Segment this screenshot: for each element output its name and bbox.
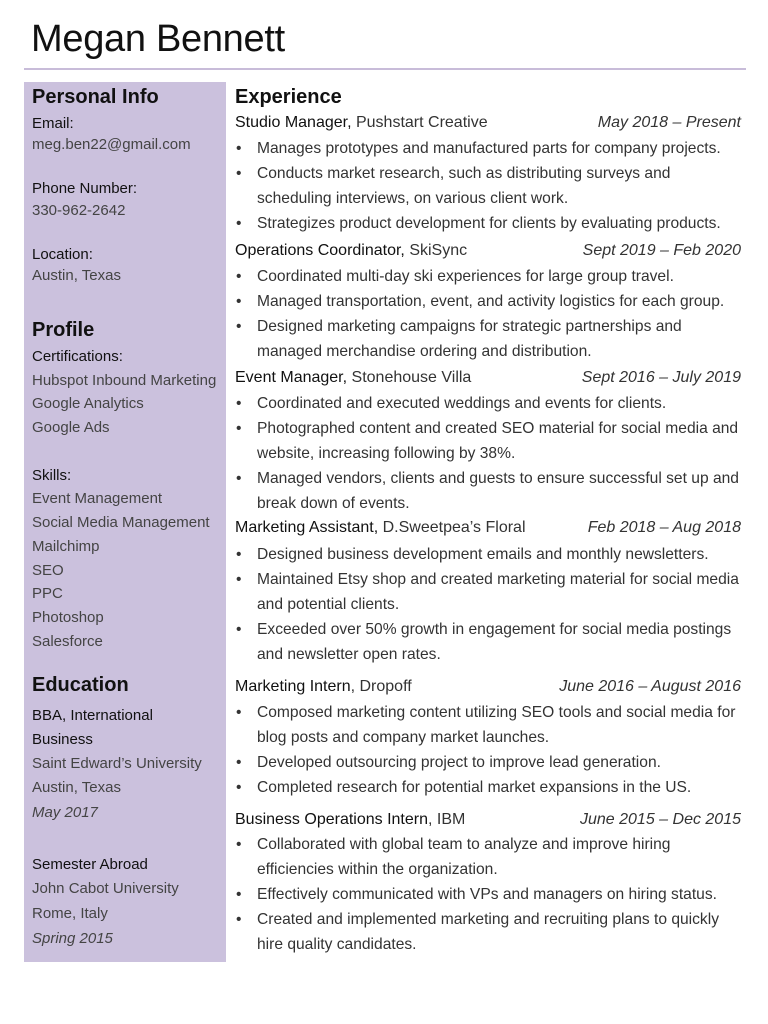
- job-bullet: • Coordinated multi-day ski experiences for large group travel.: [236, 268, 674, 285]
- job-title: Studio Manager,: [235, 114, 352, 131]
- skill-item: Photoshop: [32, 609, 104, 626]
- job-company: SkiSync: [409, 242, 468, 259]
- job-header: [235, 811, 741, 833]
- education-heading: Education: [32, 674, 129, 696]
- job-bullet: • Collaborated with global team to analyze and improve hiring efficiencies within the organization.: [236, 836, 671, 878]
- job-bullet: • Strategizes product development for clients by evaluating products.: [236, 215, 721, 232]
- school-name: Saint Edward’s University: [32, 755, 202, 772]
- abroad-location: Rome, Italy: [32, 905, 108, 922]
- job-title: Business Operations Intern: [235, 811, 428, 828]
- skills-label: Skills:: [32, 467, 72, 484]
- job-bullet: • Maintained Etsy shop and created marketing material for social media and potential clients.: [236, 571, 739, 613]
- job-company: Pushstart Creative: [355, 114, 488, 131]
- sidebar: [24, 82, 226, 962]
- email-label: Email:: [32, 115, 74, 132]
- job-dates: Sept 2019 – Feb 2020: [582, 242, 741, 259]
- job-bullet: • Developed outsourcing project to improve lead generation.: [236, 754, 661, 771]
- job-bullet: • Designed business development emails and monthly newsletters.: [236, 546, 709, 563]
- job-bullet: • Manages prototypes and manufactured parts for company projects.: [236, 140, 721, 157]
- job-dates: Feb 2018 – Aug 2018: [587, 519, 741, 536]
- job-dates: June 2016 – August 2016: [559, 678, 741, 695]
- skill-item: SEO: [32, 562, 64, 579]
- job-company: D.Sweetpea’s Floral: [382, 519, 526, 536]
- skill-item: Event Management: [32, 490, 163, 507]
- email-value: meg.ben22@gmail.com: [32, 136, 191, 153]
- job-bullet: • Exceeded over 50% growth in engagement for social media postings and newsletter open rates.: [236, 621, 732, 663]
- phone-label: Phone Number:: [32, 180, 138, 197]
- skill-item: PPC: [32, 585, 63, 602]
- job-title: Event Manager,: [235, 369, 348, 386]
- job-header: [235, 242, 741, 264]
- school-location: Austin, Texas: [32, 779, 121, 796]
- personal-info-heading: Personal Info: [32, 86, 159, 108]
- job-title: Marketing Assistant,: [235, 519, 379, 536]
- degree-line-1: BBA, International: [32, 707, 153, 724]
- certification-item: Hubspot Inbound Marketing: [32, 372, 217, 389]
- abroad-label: Semester Abroad: [32, 856, 148, 873]
- job-bullet: • Effectively communicated with VPs and managers on hiring status.: [236, 886, 717, 903]
- job-bullet: • Designed marketing campaigns for strategic partnerships and managed merchandise ordering and distribution.: [236, 318, 682, 360]
- job-bullet: • Coordinated and executed weddings and events for clients.: [236, 395, 667, 412]
- location-value: Austin, Texas: [32, 267, 121, 284]
- job-company: , Dropoff: [350, 678, 412, 695]
- job-bullet: • Photographed content and created SEO material for social media and website, increasing following by 38%.: [236, 420, 739, 462]
- experience-heading: Experience: [235, 86, 342, 108]
- job-dates: Sept 2016 – July 2019: [581, 369, 741, 386]
- abroad-date: Spring 2015: [32, 930, 113, 947]
- certification-item: Google Ads: [32, 419, 110, 436]
- job-header: [235, 114, 741, 136]
- certification-item: Google Analytics: [32, 395, 144, 412]
- skill-item: Salesforce: [32, 633, 103, 650]
- job-bullet: • Managed vendors, clients and guests to ensure successful set up and break down of events.: [236, 470, 739, 512]
- abroad-school: John Cabot University: [32, 880, 179, 897]
- job-bullet: • Created and implemented marketing and recruiting plans to quickly hire quality candidates.: [236, 911, 719, 953]
- job-header: [235, 678, 741, 700]
- resume-name: Megan Bennett: [31, 18, 285, 60]
- skill-item: Social Media Management: [32, 514, 210, 531]
- skill-item: Mailchimp: [32, 538, 100, 555]
- location-label: Location:: [32, 246, 93, 263]
- job-bullet: • Composed marketing content utilizing SEO tools and social media for blog posts and company market launches.: [236, 704, 736, 746]
- job-title: Marketing Intern: [235, 678, 351, 695]
- job-bullet: • Conducts market research, such as distributing surveys and scheduling interviews, on various client work.: [236, 165, 671, 207]
- job-dates: June 2015 – Dec 2015: [579, 811, 741, 828]
- phone-value: 330-962-2642: [32, 202, 126, 219]
- job-header: [235, 369, 741, 391]
- degree-line-2: Business: [32, 731, 93, 748]
- job-bullet: • Completed research for potential market expansions in the US.: [236, 779, 692, 796]
- job-company: Stonehouse Villa: [351, 369, 472, 386]
- job-company: , IBM: [428, 811, 466, 828]
- job-title: Operations Coordinator,: [235, 242, 405, 259]
- profile-heading: Profile: [32, 319, 95, 341]
- job-dates: May 2018 – Present: [597, 114, 741, 131]
- job-header: [235, 519, 741, 541]
- graduation-date: May 2017: [32, 804, 98, 821]
- certifications-label: Certifications:: [32, 348, 123, 365]
- job-bullet: • Managed transportation, event, and activity logistics for each group.: [236, 293, 725, 310]
- header-divider: [24, 68, 746, 70]
